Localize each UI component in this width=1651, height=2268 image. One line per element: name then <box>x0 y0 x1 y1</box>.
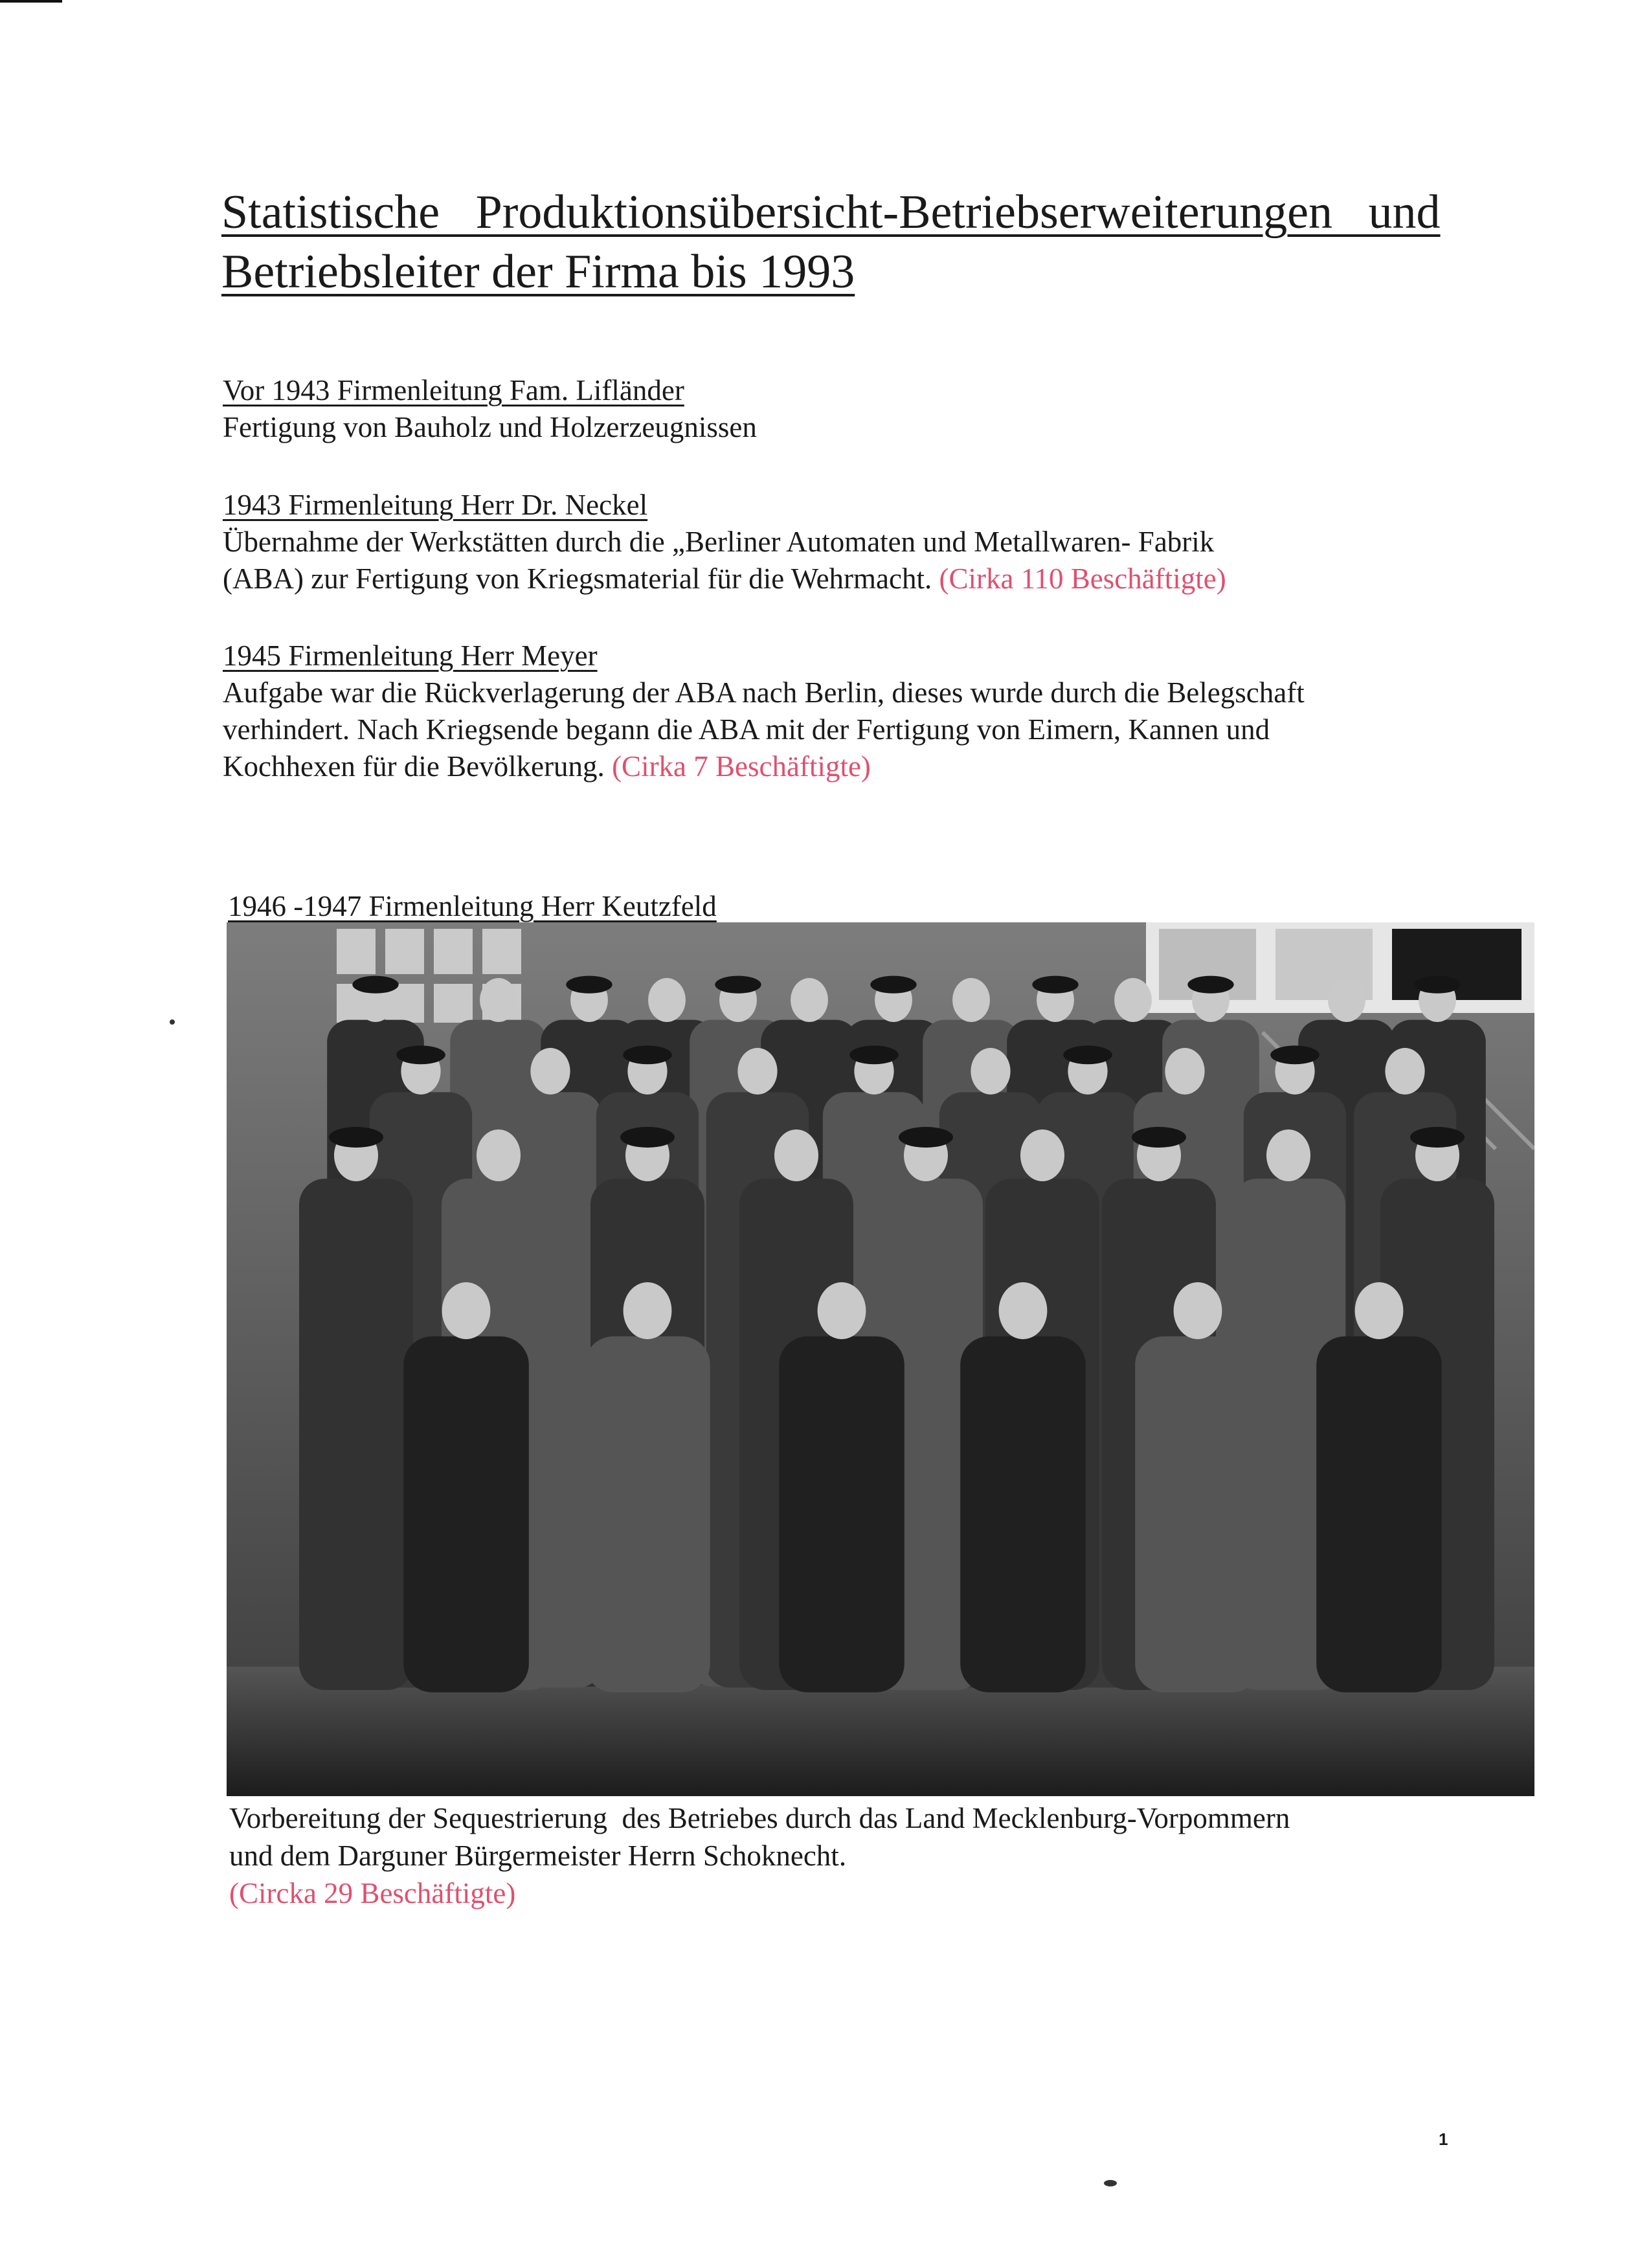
person-cap <box>623 1045 672 1064</box>
section-heading: 1945 Firmenleitung Herr Meyer <box>223 639 598 672</box>
person-cap <box>1132 1127 1186 1148</box>
section-text: verhindert. Nach Kriegsende begann die ABA mit der Fertigung von Eimern, Kannen und <box>223 713 1270 746</box>
section-pre-1943 <box>223 372 1453 446</box>
person-cap <box>396 1045 445 1064</box>
person-head <box>999 1282 1048 1339</box>
person-head <box>818 1282 866 1339</box>
section-heading: 1946 -1947 Firmenleitung Herr Keutzfeld <box>228 890 717 922</box>
section-text: Übernahme der Werkstätten durch die „Berliner Automaten und Metallwaren- Fabrik <box>223 526 1215 558</box>
person-body <box>585 1337 710 1693</box>
caption-line: und dem Darguner Bürgermeister Herrn Schoknecht. <box>229 1840 847 1872</box>
person-cap <box>620 1127 675 1148</box>
section-1943 <box>223 487 1453 597</box>
person-head <box>1355 1282 1404 1339</box>
photo-illustration <box>227 922 1534 1796</box>
person-head <box>952 978 990 1022</box>
person-head <box>1174 1282 1222 1339</box>
person-head <box>480 978 517 1022</box>
staff-count: (Circka 29 Beschäftigte) <box>229 1877 516 1909</box>
person-cap <box>1032 976 1078 994</box>
person-cap <box>1410 1127 1465 1148</box>
person-cap <box>566 976 612 994</box>
scan-speck <box>170 1019 175 1025</box>
person-cap <box>849 1045 899 1064</box>
person-body <box>299 1179 413 1690</box>
person-body <box>1135 1337 1261 1693</box>
person-cap <box>899 1127 953 1148</box>
section-1945 <box>223 638 1453 785</box>
page-number: 1 <box>1439 2129 1448 2149</box>
person-head <box>530 1048 570 1095</box>
person-cap <box>1187 976 1233 994</box>
photo-caption <box>229 1799 1459 1912</box>
person-head <box>1165 1048 1204 1095</box>
person-head <box>442 1282 491 1339</box>
person-body <box>403 1337 529 1693</box>
person-head <box>1385 1048 1424 1095</box>
person-body <box>1316 1337 1442 1693</box>
section-text: (ABA) zur Fertigung von Kriegsmaterial für die Wehrmacht. <box>223 562 932 595</box>
title-line-1: Statistische Produktionsübersicht-Betriebserweiterungen und <box>221 186 1441 239</box>
caption-line: Vorbereitung der Sequestrierung des Betriebes durch das Land Mecklenburg-Vorpommern <box>229 1802 1290 1834</box>
person-head <box>648 978 686 1022</box>
person-head <box>971 1048 1010 1095</box>
group-photograph <box>227 922 1534 1796</box>
staff-count: (Cirka 110 Beschäftigte) <box>939 562 1226 595</box>
section-text: Kochhexen für die Bevölkerung. <box>223 750 605 783</box>
person-head <box>1114 978 1152 1022</box>
person-cap <box>329 1127 383 1148</box>
person-cap <box>1414 976 1460 994</box>
staff-count: (Cirka 7 Beschäftigte) <box>612 750 871 783</box>
person-head <box>1266 1129 1310 1181</box>
scan-edge-mark <box>0 0 62 3</box>
section-heading: 1943 Firmenleitung Herr Dr. Neckel <box>223 489 648 521</box>
section-text: Aufgabe war die Rückverlagerung der ABA nach Berlin, dieses wurde durch die Belegschaft <box>223 676 1305 709</box>
person-head <box>791 978 828 1022</box>
person-body <box>960 1337 1086 1693</box>
person-head <box>774 1129 818 1181</box>
person-cap <box>715 976 761 994</box>
person-cap <box>1063 1045 1112 1064</box>
scan-speck <box>1104 2180 1117 2186</box>
section-heading: Vor 1943 Firmenleitung Fam. Lifländer <box>223 374 684 406</box>
person-cap <box>1270 1045 1320 1064</box>
person-head <box>1328 978 1365 1022</box>
section-text: Fertigung von Bauholz und Holzerzeugnissen <box>223 411 757 443</box>
person-head <box>1020 1129 1064 1181</box>
section-1946-1947 <box>228 888 1458 925</box>
title-line-2: Betriebsleiter der Firma bis 1993 <box>221 245 855 298</box>
person-head <box>477 1129 521 1181</box>
person-cap <box>870 976 916 994</box>
person-head <box>623 1282 672 1339</box>
person-cap <box>352 976 398 994</box>
person-body <box>779 1337 904 1693</box>
page-title <box>221 183 1452 302</box>
person-head <box>737 1048 777 1095</box>
